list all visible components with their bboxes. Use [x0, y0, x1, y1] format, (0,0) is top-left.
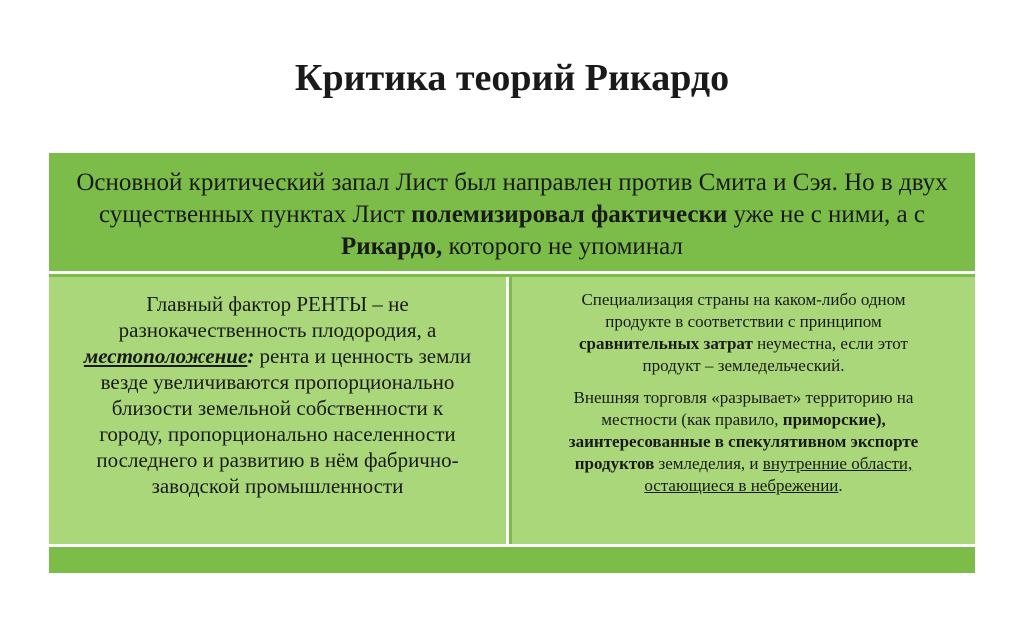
right-p2-bold: приморские), заинтересованные в спекулятивном экспорте продуктов [568, 410, 919, 473]
header-bold-ricardo: Рикардо, [341, 233, 443, 260]
table-footer-row [49, 544, 975, 573]
header-text-3: которого не упоминал [442, 233, 683, 260]
header-text-2: уже не с ними, а с [727, 201, 925, 228]
header-bold-polemic: полемизировал фактически [411, 201, 728, 228]
right-p1-text-2: неуместна, если этот продукт – земледельческий. [642, 334, 908, 375]
left-emphasis-location: местоположение [83, 344, 248, 368]
right-p2-underlined: внутренние области, остающиеся в небрежении [644, 454, 913, 495]
header-text-1: Основной критический запал Лист был направлен против Смита и Сэя. Но в двух существенных пунктах Лист [76, 169, 948, 228]
left-text-2: рента и ценность земли везде увеличиваются пропорционально близости земельной собственности к городу, пропорционально населенности последнего и развитию в нём фабрично-заводской промышленности [96, 344, 472, 498]
slide-title: Критика теорий Рикардо [294, 57, 730, 99]
left-text-1: Главный фактор РЕНТЫ – не разнокачественность плодородия, а [118, 292, 437, 342]
left-colon: : [247, 344, 255, 368]
right-p1-bold: сравнительных затрат [579, 334, 753, 353]
right-p2-text-3: . [838, 476, 843, 495]
right-p2-text-2: земледелия, и [654, 454, 763, 473]
right-paragraph-trade [548, 387, 939, 497]
right-paragraph-specialization [548, 289, 939, 377]
right-p2-text-1: Внешняя торговля «разрывает» территорию на местности (как правило, [573, 388, 914, 429]
content-table [49, 153, 975, 573]
header-cell [49, 153, 975, 274]
right-cell-trade [512, 277, 975, 544]
right-p1-text-1: Специализация страны на каком-либо одном продукте в соответствии с принципом [581, 290, 906, 331]
left-cell-rent [49, 277, 509, 544]
